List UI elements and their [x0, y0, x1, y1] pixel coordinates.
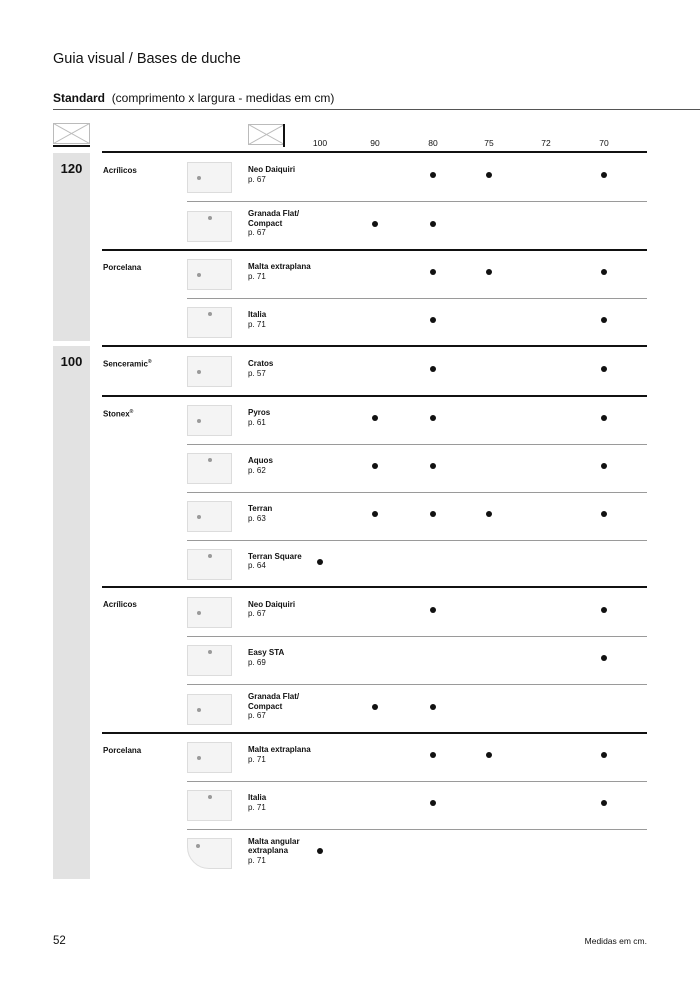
length-band — [53, 346, 90, 879]
drain-icon — [208, 312, 212, 316]
availability-dot — [372, 463, 378, 469]
availability-dot — [601, 511, 607, 517]
availability-dot — [601, 317, 607, 323]
availability-dot — [430, 752, 436, 758]
width-column-header: 70 — [599, 138, 609, 148]
availability-dot — [601, 800, 607, 806]
availability-dot — [430, 366, 436, 372]
shower-tray-thumbnail — [187, 549, 232, 580]
subtitle-detail: (comprimento x largura - medidas em cm) — [111, 91, 335, 105]
page-title: Guia visual / Bases de duche — [53, 51, 241, 67]
material-label — [103, 263, 141, 272]
page-reference: p. 67 — [248, 228, 266, 238]
drain-icon — [208, 216, 212, 220]
drain-icon — [208, 554, 212, 558]
drain-icon — [197, 756, 201, 760]
availability-dot — [372, 511, 378, 517]
product-title: Terran — [248, 504, 273, 514]
header-rule-left — [53, 145, 90, 147]
availability-dot — [601, 269, 607, 275]
availability-dot — [486, 752, 492, 758]
row-divider — [187, 201, 647, 202]
availability-dot — [601, 463, 607, 469]
shower-tray-thumbnail — [187, 453, 232, 484]
availability-dot — [601, 415, 607, 421]
shower-tray-thumbnail — [187, 405, 232, 436]
page-reference: p. 62 — [248, 465, 266, 475]
product-title: Malta extraplana — [248, 745, 311, 755]
product-title: Neo Daiquiri — [248, 599, 296, 609]
shower-tray-thumbnail — [187, 162, 232, 193]
material-name: Stonex — [103, 409, 130, 419]
availability-dot — [430, 172, 436, 178]
row-divider — [187, 684, 647, 685]
material-label — [103, 359, 152, 369]
page-reference: p. 71 — [248, 319, 266, 329]
drain-icon — [197, 515, 201, 519]
drain-icon — [197, 611, 201, 615]
product-name — [248, 359, 328, 378]
row-divider — [187, 829, 647, 830]
shower-tray-thumbnail — [187, 259, 232, 290]
drain-icon — [208, 795, 212, 799]
product-name — [248, 408, 328, 427]
shower-tray-thumbnail — [187, 694, 232, 725]
page-reference: p. 63 — [248, 513, 266, 523]
material-label — [103, 746, 141, 755]
row-divider — [187, 781, 647, 782]
product-name — [248, 310, 328, 329]
product-title: Malta angular extraplana — [248, 836, 300, 856]
availability-dot — [430, 463, 436, 469]
width-column-header: 80 — [428, 138, 438, 148]
row-divider — [187, 540, 647, 541]
availability-dot — [601, 607, 607, 613]
length-label: 100 — [60, 354, 83, 369]
page-reference: p. 71 — [248, 271, 266, 281]
material-label — [103, 600, 137, 609]
width-axis-marker — [283, 124, 285, 147]
page-reference: p. 71 — [248, 855, 266, 865]
length-x-width-icon — [53, 123, 90, 144]
row-divider — [187, 636, 647, 637]
top-rule — [53, 109, 700, 110]
product-name — [248, 504, 328, 523]
header-rule-right — [102, 151, 647, 153]
page-reference: p. 61 — [248, 417, 266, 427]
availability-dot — [372, 415, 378, 421]
product-name — [248, 165, 328, 184]
availability-dot — [430, 415, 436, 421]
availability-dot — [430, 511, 436, 517]
shower-tray-thumbnail — [187, 501, 232, 532]
subtitle-label: Standard — [53, 91, 106, 105]
product-name — [248, 793, 328, 812]
shower-tray-thumbnail — [187, 597, 232, 628]
product-title: Neo Daiquiri — [248, 165, 296, 175]
availability-dot — [430, 800, 436, 806]
row-divider — [187, 492, 647, 493]
row-divider — [187, 298, 647, 299]
length-band — [53, 153, 90, 341]
drain-icon — [197, 176, 201, 180]
shower-tray-thumbnail — [187, 790, 232, 821]
product-name — [248, 209, 328, 238]
material-name: Porcelana — [103, 746, 142, 755]
width-x-length-icon — [248, 124, 285, 145]
width-column-header: 100 — [312, 138, 328, 148]
width-column-header: 72 — [541, 138, 551, 148]
product-name — [248, 692, 328, 721]
product-name — [248, 837, 328, 866]
shower-tray-thumbnail — [187, 645, 232, 676]
availability-dot — [430, 607, 436, 613]
material-name: Porcelana — [103, 263, 142, 272]
product-title: Pyros — [248, 408, 271, 418]
availability-dot — [486, 172, 492, 178]
product-title: Italia — [248, 310, 267, 320]
availability-dot — [486, 269, 492, 275]
page-reference: p. 69 — [248, 657, 266, 667]
page-reference: p. 71 — [248, 754, 266, 764]
material-name: Senceramic — [103, 359, 148, 369]
page-number: 52 — [53, 935, 66, 947]
product-name — [248, 456, 328, 475]
width-column-header: 90 — [370, 138, 380, 148]
page-reference: p. 67 — [248, 711, 266, 721]
availability-dot — [430, 317, 436, 323]
availability-dot — [601, 655, 607, 661]
drain-icon — [197, 419, 201, 423]
product-name — [248, 648, 328, 667]
shower-tray-thumbnail — [187, 838, 232, 869]
drain-icon — [208, 458, 212, 462]
page-reference: p. 57 — [248, 368, 266, 378]
registered-mark: ® — [147, 359, 152, 365]
page-reference: p. 64 — [248, 561, 266, 571]
footer-note: Medidas em cm. — [584, 936, 647, 946]
availability-dot — [601, 752, 607, 758]
availability-dot — [430, 704, 436, 710]
width-column-header: 75 — [484, 138, 494, 148]
product-title: Granada Flat/ Compact — [248, 209, 300, 228]
availability-dot — [601, 172, 607, 178]
product-title: Malta extraplana — [248, 262, 311, 272]
product-title: Granada Flat/ Compact — [248, 692, 300, 711]
length-label: 120 — [60, 161, 83, 176]
drain-icon — [197, 370, 201, 374]
product-title: Easy STA — [248, 648, 285, 658]
availability-dot — [601, 366, 607, 372]
drain-icon — [208, 650, 212, 654]
product-name — [248, 552, 328, 571]
section-rule — [102, 345, 647, 347]
page-reference: p. 67 — [248, 609, 266, 619]
drain-icon — [197, 273, 201, 277]
shower-tray-thumbnail — [187, 211, 232, 242]
availability-dot — [317, 848, 323, 854]
page-reference: p. 67 — [248, 174, 266, 184]
product-name — [248, 745, 328, 764]
registered-mark: ® — [129, 409, 134, 415]
material-name: Acrílicos — [103, 600, 137, 609]
drain-icon — [196, 844, 200, 848]
shower-tray-thumbnail — [187, 307, 232, 338]
page-reference: p. 71 — [248, 802, 266, 812]
product-title: Italia — [248, 793, 267, 803]
material-label — [103, 409, 133, 419]
material-group-rule — [102, 395, 647, 397]
availability-dot — [317, 559, 323, 565]
availability-dot — [372, 704, 378, 710]
drain-icon — [197, 708, 201, 712]
availability-dot — [430, 221, 436, 227]
product-title: Terran Square — [248, 551, 302, 561]
product-title: Aquos — [248, 456, 273, 466]
material-group-rule — [102, 586, 647, 588]
material-group-rule — [102, 732, 647, 734]
material-group-rule — [102, 249, 647, 251]
availability-dot — [486, 511, 492, 517]
product-name — [248, 600, 328, 619]
shower-tray-thumbnail — [187, 356, 232, 387]
table-subtitle — [53, 91, 334, 105]
row-divider — [187, 444, 647, 445]
material-label — [103, 166, 137, 175]
availability-dot — [430, 269, 436, 275]
product-title: Cratos — [248, 359, 274, 369]
product-name — [248, 262, 328, 281]
material-name: Acrílicos — [103, 166, 137, 175]
shower-tray-thumbnail — [187, 742, 232, 773]
availability-dot — [372, 221, 378, 227]
